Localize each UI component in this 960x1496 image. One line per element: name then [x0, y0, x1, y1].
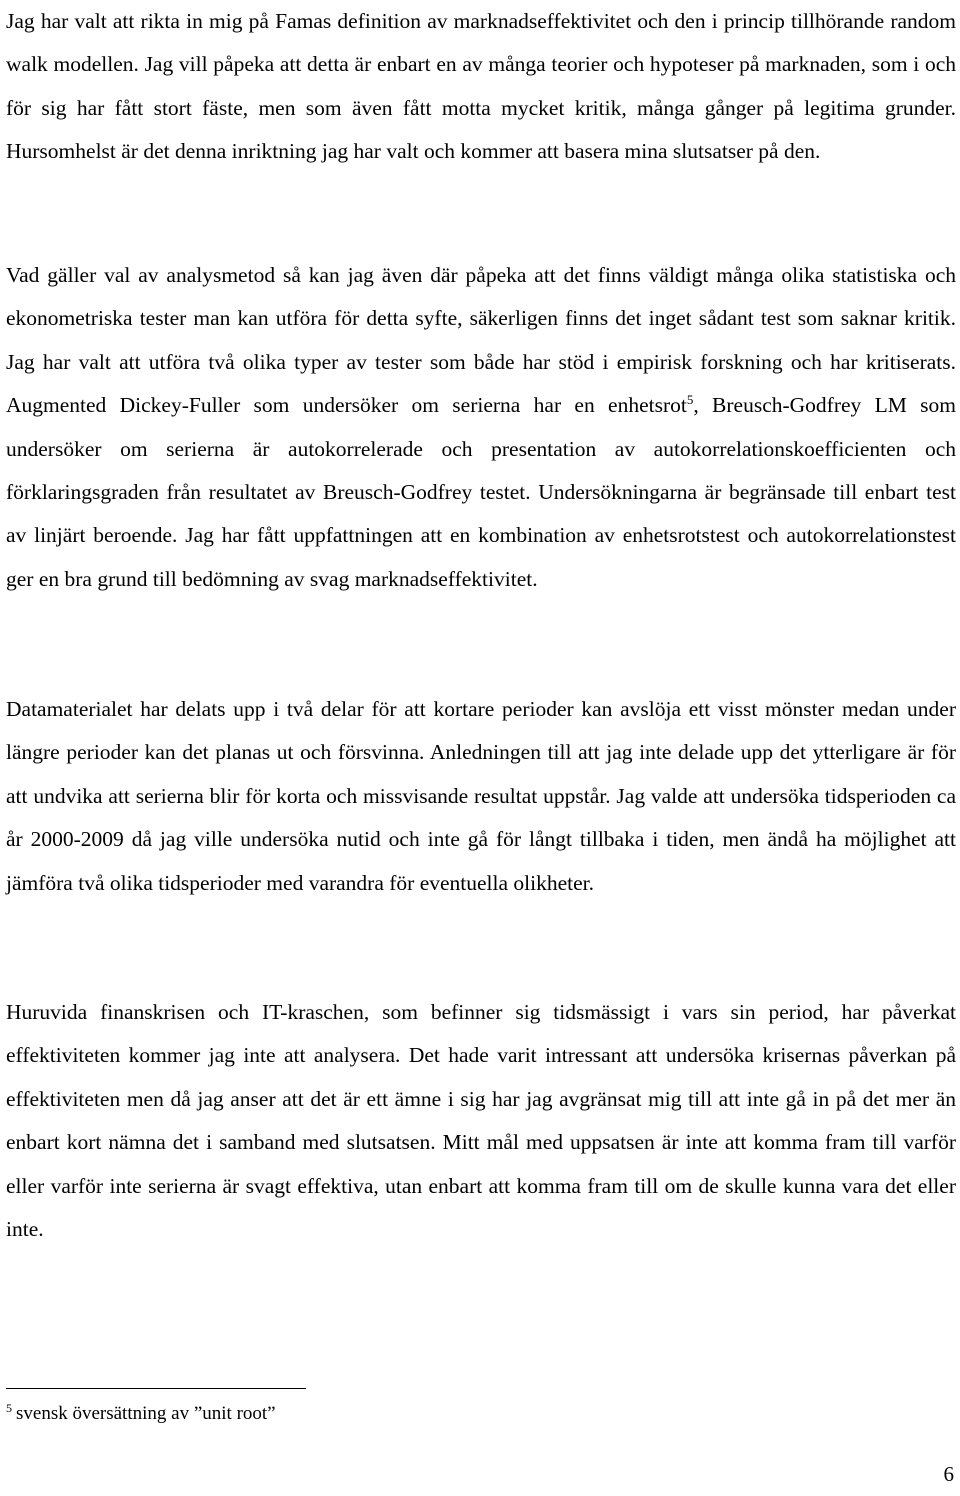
- footnote-reference[interactable]: 5: [686, 392, 694, 408]
- paragraph-analysis-method: [6, 254, 956, 601]
- footnote-number: 5: [6, 1400, 12, 1415]
- paragraph-data-material: Datamaterialet har delats upp i två delar för att kortare perioder kan avslöja ett visst mönster medan under längre perioder kan det planas ut och försvinna. Anledningen till att jag inte delade upp det ytterligare är för att undvika att serierna blir för korta och missvisande resultat uppstår. Jag valde att undersöka tidsperioden ca år 2000-2009 då jag ville undersöka nutid och inte gå för långt tillbaka i tiden, men ändå ha möjlighet att jämföra två olika tidsperioder med varandra för eventuella olikheter.: [6, 697, 956, 895]
- footnote-separator: [6, 1388, 306, 1389]
- paragraph-market-efficiency: Jag har valt att rikta in mig på Famas definition av marknadseffektivitet och den i princip tillhörande random walk modellen. Jag vill påpeka att detta är enbart en av många teorier och hypoteser på marknaden, som i och för sig har fått stort fäste, men som även fått motta mycket kritik, många gånger på legitima grunder. Hursomhelst är det denna inriktning jag har valt och kommer att basera mina slutsatser på den.: [6, 9, 956, 164]
- paragraph-analysis-method-part2: , Breusch-Godfrey LM som undersöker om serierna är autokorrelerade och presentation av autokorrelationskoefficienten och förklaringsgraden från resultatet av Breusch-Godfrey testet. Undersökningarna är begränsade till enbart test av linjärt beroende. Jag har fått uppfattningen att en kombination av enhetsrotstest och autokorrelationstest ger en bra grund till bedömning av svag marknadseffektivitet.: [6, 393, 956, 591]
- page-number: 6: [943, 1462, 954, 1486]
- document-page: [6, 0, 956, 1496]
- paragraph-analysis-method-part1: Vad gäller val av analysmetod så kan jag även där påpeka att det finns väldigt många olika statistiska och ekonometriska tester man kan utföra för detta syfte, säkerligen finns det inget sådant test som saknar kritik. Jag har valt att utföra två olika typer av tester som både har stöd i empirisk forskning och har kritiserats. Augmented Dickey-Fuller som undersöker om serierna har en enhetsrot: [6, 263, 956, 418]
- footnote-text: svensk översättning av ”unit root”: [16, 1403, 276, 1424]
- paragraph-delimitation: Huruvida finanskrisen och IT-kraschen, som befinner sig tidsmässigt i vars sin period, har påverkat effektiviteten kommer jag inte att analysera. Det hade varit intressant att undersöka krisernas påverkan på effektiviteten men då jag anser att det är ett ämne i sig har jag avgränsat mig till att inte gå in på det mer än enbart kort nämna det i samband med slutsatsen. Mitt mål med uppsatsen är inte att komma fram till varför eller varför inte serierna är svagt effektiva, utan enbart att komma fram till om de skulle kunna vara det eller inte.: [6, 1000, 956, 1242]
- footnote: [6, 1398, 956, 1430]
